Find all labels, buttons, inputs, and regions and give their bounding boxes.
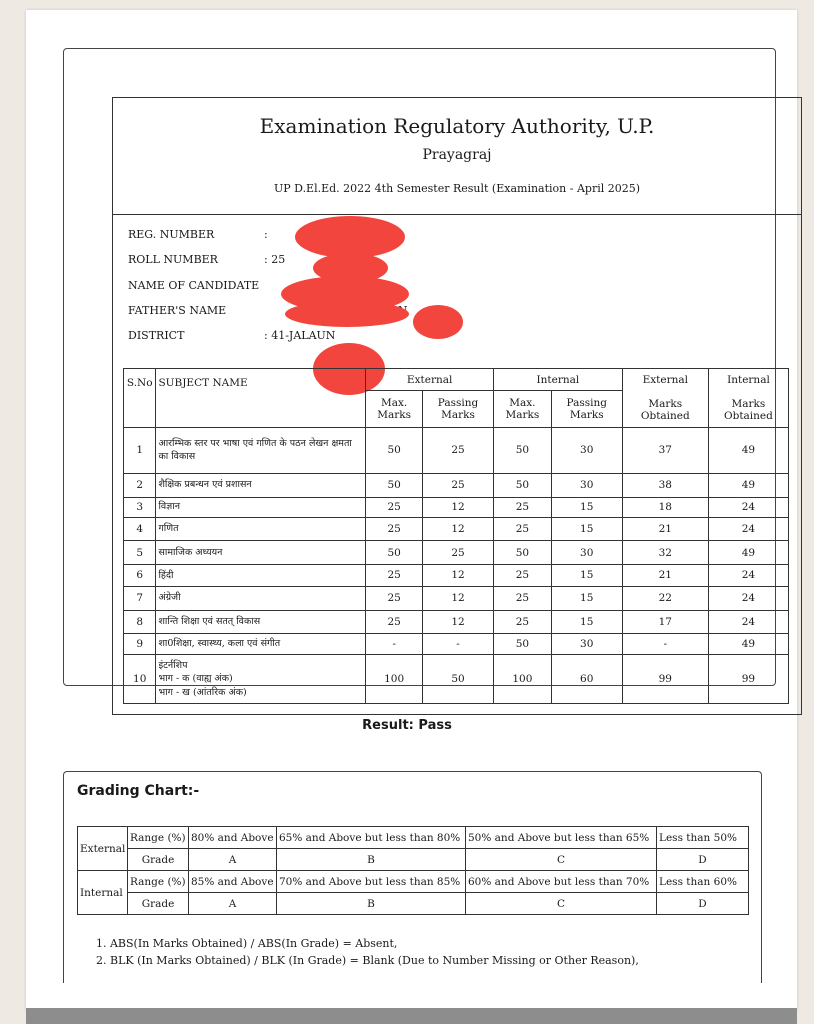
ext-pass-cell: 12: [423, 497, 494, 517]
int-obtained-cell: 49: [708, 427, 788, 474]
ext-max-cell: 100: [366, 655, 423, 704]
info-label: DISTRICT: [128, 329, 185, 343]
ext-pass-cell: 12: [423, 610, 494, 633]
subject-cell: सामाजिक अध्ययन: [156, 541, 366, 565]
ext-max-cell: -: [366, 634, 423, 655]
marks-row: [124, 541, 789, 565]
int-max-cell: 100: [494, 655, 552, 704]
subject-cell: अंग्रेजी: [156, 586, 366, 610]
ext-max-header: Max. Marks: [366, 391, 423, 427]
range-cell: 65% and Above but less than 80%: [277, 827, 466, 849]
sno-cell: 5: [124, 541, 156, 565]
ext-max-cell: 25: [366, 586, 423, 610]
ext-obtained-cell: 17: [622, 610, 708, 633]
external-obtained-header: [622, 369, 708, 428]
ext-obtained-cell: 18: [622, 497, 708, 517]
city-name: Prayagraj: [422, 147, 492, 163]
result-sheet: [26, 10, 797, 1010]
int-max-cell: 25: [494, 586, 552, 610]
int-max-cell: 50: [494, 541, 552, 565]
subject-cell: हिंदी: [156, 565, 366, 586]
info-label: NAME OF CANDIDATE: [128, 278, 260, 292]
info-value: : 41-JALAUN: [264, 329, 336, 343]
ext-obtained-cell: 21: [622, 517, 708, 540]
grade-label: Grade: [128, 849, 189, 871]
int-max-cell: 50: [494, 474, 552, 497]
grade-label: Grade: [128, 893, 189, 915]
int-obtained-cell: 49: [708, 634, 788, 655]
ext-max-cell: 25: [366, 610, 423, 633]
info-label: REG. NUMBER: [128, 228, 215, 241]
grade-cell: C: [466, 849, 657, 871]
info-label: FATHER'S NAME: [128, 303, 227, 317]
internal-grade-label: Internal: [78, 871, 128, 915]
ext-pass-cell: 25: [423, 474, 494, 497]
int-max-cell: 25: [494, 610, 552, 633]
note-item: 2. BLK (In Marks Obtained) / BLK (In Grade) = Blank (Due to Number Missing or Other Reason),: [96, 954, 639, 967]
marks-body: [124, 427, 789, 703]
ext-pass-cell: 12: [423, 586, 494, 610]
ext-pass-cell: 12: [423, 517, 494, 540]
marks-row: [124, 655, 789, 704]
sno-cell: 4: [124, 517, 156, 540]
grade-cell: A: [189, 893, 277, 915]
header-text: Internal: [727, 373, 770, 386]
sno-header: S.No: [124, 369, 156, 428]
int-max-cell: 25: [494, 517, 552, 540]
ext-pass-cell: 12: [423, 565, 494, 586]
marks-row: [124, 427, 789, 474]
authority-title: Examination Regulatory Authority, U.P.: [259, 114, 655, 138]
info-value: : 25: [264, 253, 286, 267]
subject-cell: [156, 655, 366, 704]
int-pass-cell: 15: [551, 497, 622, 517]
grade-cell: C: [466, 893, 657, 915]
int-pass-cell: 15: [551, 517, 622, 540]
redaction-mark: [413, 305, 463, 339]
grading-chart: [63, 771, 762, 983]
grade-cell: D: [657, 893, 749, 915]
int-obtained-cell: 24: [708, 610, 788, 633]
marks-row: [124, 474, 789, 497]
sno-cell: 7: [124, 586, 156, 610]
external-grade-label: External: [78, 827, 128, 871]
ext-pass-cell: 25: [423, 541, 494, 565]
marks-table: [123, 368, 789, 704]
ext-max-cell: 25: [366, 565, 423, 586]
int-pass-cell: 15: [551, 586, 622, 610]
int-pass-cell: 60: [551, 655, 622, 704]
header-text: Marks Obtained: [724, 397, 773, 422]
int-pass-cell: 15: [551, 565, 622, 586]
int-pass-cell: 30: [551, 634, 622, 655]
int-pass-cell: 30: [551, 427, 622, 474]
ext-pass-cell: 25: [423, 427, 494, 474]
subject-cell: गणित: [156, 517, 366, 540]
grade-cell: B: [277, 893, 466, 915]
int-max-header: Max. Marks: [494, 391, 552, 427]
ext-max-cell: 50: [366, 427, 423, 474]
subject-line: इंटर्नशिप: [158, 659, 188, 671]
ext-max-cell: 50: [366, 541, 423, 565]
notes: [96, 935, 639, 969]
int-pass-header: Passing Marks: [551, 391, 622, 427]
range-label: Range (%): [128, 827, 189, 849]
sno-cell: 9: [124, 634, 156, 655]
marks-row: [124, 517, 789, 540]
subject-cell: शान्ति शिक्षा एवं सतत् विकास: [156, 610, 366, 633]
sno-cell: 8: [124, 610, 156, 633]
grade-cell: B: [277, 849, 466, 871]
int-pass-cell: 15: [551, 610, 622, 633]
subject-cell: आरम्भिक स्तर पर भाषा एवं गणित के पठन लेखन क्षमता का विकास: [156, 427, 366, 474]
marks-row: [124, 610, 789, 633]
sno-cell: 6: [124, 565, 156, 586]
header-text: Marks Obtained: [640, 397, 690, 422]
ext-max-cell: 25: [366, 497, 423, 517]
subject-line: भाग - ख (आंतरिक अंक): [158, 687, 247, 699]
int-max-cell: 50: [494, 427, 552, 474]
grading-table: [77, 826, 749, 915]
internal-header: Internal: [494, 369, 623, 391]
subject-cell: शैक्षिक प्रबन्धन एवं प्रशासन: [156, 474, 366, 497]
int-max-cell: 25: [494, 497, 552, 517]
range-cell: 70% and Above but less than 85%: [277, 871, 466, 893]
grade-cell: A: [189, 849, 277, 871]
grade-cell: D: [657, 849, 749, 871]
external-header: External: [366, 369, 494, 391]
int-obtained-cell: 99: [708, 655, 788, 704]
grading-title: Grading Chart:-: [77, 783, 200, 799]
info-label: ROLL NUMBER: [128, 253, 218, 267]
subject-cell: विज्ञान: [156, 497, 366, 517]
redaction-mark: [285, 301, 409, 327]
subject-line: भाग - क (वाह्य अंक): [158, 673, 233, 685]
marks-row: [124, 634, 789, 655]
marks-row: [124, 497, 789, 517]
range-cell: 85% and Above: [189, 871, 277, 893]
int-max-cell: 50: [494, 634, 552, 655]
ext-obtained-cell: 32: [622, 541, 708, 565]
int-obtained-cell: 24: [708, 517, 788, 540]
int-obtained-cell: 24: [708, 497, 788, 517]
ext-obtained-cell: -: [622, 634, 708, 655]
range-cell: Less than 60%: [657, 871, 749, 893]
header-text: External: [642, 373, 688, 386]
marks-row: [124, 586, 789, 610]
ext-pass-cell: -: [423, 634, 494, 655]
result-status: Result: Pass: [362, 718, 452, 733]
int-pass-cell: 30: [551, 474, 622, 497]
subject-cell: शा0शिक्षा, स्वास्थ्य, कला एवं संगीत: [156, 634, 366, 655]
internal-obtained-header: [708, 369, 788, 428]
range-label: Range (%): [128, 871, 189, 893]
range-cell: 50% and Above but less than 65%: [466, 827, 657, 849]
int-obtained-cell: 24: [708, 586, 788, 610]
ext-obtained-cell: 99: [622, 655, 708, 704]
ext-max-cell: 50: [366, 474, 423, 497]
range-cell: 80% and Above: [189, 827, 277, 849]
ext-pass-header: Passing Marks: [423, 391, 494, 427]
result-card: [63, 48, 776, 699]
sno-cell: 10: [124, 655, 156, 704]
sno-cell: 1: [124, 427, 156, 474]
result-header: [113, 98, 801, 215]
ext-obtained-cell: 21: [622, 565, 708, 586]
note-item: 1. ABS(In Marks Obtained) / ABS(In Grade) = Absent,: [96, 937, 398, 950]
sno-cell: 3: [124, 497, 156, 517]
redaction-mark: [295, 216, 405, 258]
range-cell: Less than 50%: [657, 827, 749, 849]
int-obtained-cell: 49: [708, 474, 788, 497]
sno-cell: 2: [124, 474, 156, 497]
ext-obtained-cell: 37: [622, 427, 708, 474]
bottom-bar: [26, 1008, 797, 1024]
range-cell: 60% and Above but less than 70%: [466, 871, 657, 893]
info-value: :: [264, 228, 268, 241]
int-max-cell: 25: [494, 565, 552, 586]
ext-pass-cell: 50: [423, 655, 494, 704]
int-pass-cell: 30: [551, 541, 622, 565]
ext-obtained-cell: 38: [622, 474, 708, 497]
subject-header: SUBJECT NAME: [156, 369, 366, 428]
ext-obtained-cell: 22: [622, 586, 708, 610]
marks-row: [124, 565, 789, 586]
exam-title: UP D.El.Ed. 2022 4th Semester Result (Examination - April 2025): [273, 182, 641, 195]
int-obtained-cell: 49: [708, 541, 788, 565]
result-card-inner: [112, 97, 802, 715]
ext-max-cell: 25: [366, 517, 423, 540]
int-obtained-cell: 24: [708, 565, 788, 586]
